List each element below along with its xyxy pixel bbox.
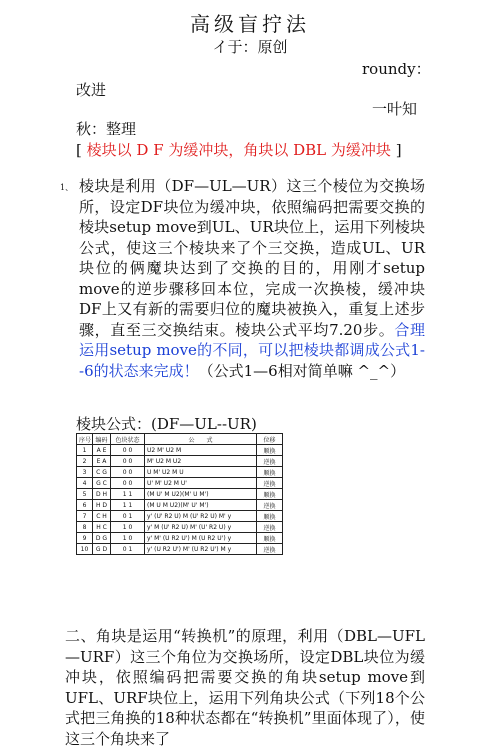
section-1-highlight: 合理运用setup move的不同，可以把棱块都调成公式1--6的状态来完成！ [79,320,425,380]
cell-direction: 逆换 [257,522,283,533]
page-title: 高级盲拧法 [190,12,310,36]
cell-index: 2 [77,456,93,467]
section-1-number: 1、 [60,183,74,192]
cell-color-state: 1 1 [111,489,145,500]
cell-code: D H [93,489,111,500]
cell-direction: 逆换 [257,456,283,467]
cell-color-state: 0 1 [111,544,145,555]
header-direction: 位移 [257,434,283,445]
table-row [77,511,283,522]
header-color-state: 色块状态 [111,434,145,445]
note-open-bracket: [ [76,141,87,159]
cell-code: H D [93,500,111,511]
cell-code: A E [93,445,111,456]
section-1-paragraph [79,176,425,381]
cell-index: 7 [77,511,93,522]
cell-formula: M' U2 M U2 [145,456,257,467]
table-row [77,456,283,467]
cell-index: 8 [77,522,93,533]
cell-code: C H [93,511,111,522]
cell-formula: U2 M' U2 M [145,445,257,456]
cell-formula: U M' U2 M U [145,467,257,478]
cell-formula: y' M (U' R2 U) M' (U' R2 U) y [145,522,257,533]
cell-index: 9 [77,533,93,544]
cell-direction: 顺换 [257,511,283,522]
buffer-note [76,139,402,160]
cell-code: G D [93,544,111,555]
header-index: 序号 [77,434,93,445]
table-row [77,500,283,511]
cell-color-state: 0 0 [111,478,145,489]
edge-formula-table [76,433,283,555]
cell-code: G C [93,478,111,489]
cell-color-state: 1 0 [111,522,145,533]
organizer-line: 秋：整理 [76,120,137,138]
cell-direction: 逆换 [257,500,283,511]
cell-formula: y' M' (U R2 U') M (U R2 U') y [145,533,257,544]
header-formula: 公 式 [145,434,257,445]
cell-direction: 顺换 [257,489,283,500]
cell-color-state: 1 1 [111,500,145,511]
translator-line: イ于：原创 [212,38,288,56]
cell-formula: (M U' M U2)(M' U M') [145,489,257,500]
note-text: 棱块以 D F 为缓冲块，角块以 DBL 为缓冲块 [86,141,391,159]
cell-index: 3 [77,467,93,478]
cell-index: 4 [77,478,93,489]
cell-direction: 顺换 [257,467,283,478]
header-code: 编码 [93,434,111,445]
cell-code: D G [93,533,111,544]
table-header-row [77,434,283,445]
table-row [77,467,283,478]
table-row [77,489,283,500]
section-2-paragraph: 二、角块是运用“转换机”的原理，利用（DBL—UFL—URF）这三个角位为交换场所，设定DBL块位为缓冲块，依照编码把需要交换的角块setup move到UFL、URF块位上，运用下列角块公式（下列18个公式把三角换的18种状态都在“转换机”里面体现了），使这三个角块来了 [65,627,425,748]
table-row [77,478,283,489]
table-row [77,544,283,555]
table-row [77,522,283,533]
table-row [77,533,283,544]
cell-code: E A [93,456,111,467]
table-label: 棱块公式：(DF—UL--UR) [76,415,257,433]
table-row [77,445,283,456]
cell-direction: 逆换 [257,478,283,489]
cell-code: C G [93,467,111,478]
improve-line: 改进 [76,81,107,99]
section-1-tail: （公式1—6相对简单嘛 ^_^） [198,361,406,380]
cell-color-state: 0 1 [111,511,145,522]
cell-direction: 顺换 [257,533,283,544]
cell-formula: U' M' U2 M U' [145,478,257,489]
cell-color-state: 0 0 [111,467,145,478]
organizer-name: 一叶知 [372,100,418,118]
cell-formula: y' (U R2 U') M' (U R2 U') M y [145,544,257,555]
cell-index: 10 [77,544,93,555]
cell-code: H C [93,522,111,533]
cell-direction: 逆换 [257,544,283,555]
cell-index: 1 [77,445,93,456]
note-close-bracket: ] [390,141,402,159]
section-1-text: 棱块是利用（DF—UL—UR）这三个棱位为交换场所，设定DF块位为缓冲块，依照编码把需要交换的棱块setup move到UL、UR块位上，运用下列棱块公式，使这三个棱块来了个三交换，造成UL、UR块位的俩魔块达到了交换的目的，用刚才setup move的逆步骤移回本位，完成一次换棱，缓冲块DF上又有新的需要归位的魔块被换入，重复上述步骤，直至三交换结束。棱块公式平均7.20步。 [79,177,425,339]
cell-direction: 顺换 [257,445,283,456]
cell-index: 6 [77,500,93,511]
cell-color-state: 0 0 [111,456,145,467]
cell-index: 5 [77,489,93,500]
cell-formula: y' (U' R2 U) M (U' R2 U) M' y [145,511,257,522]
cell-color-state: 0 0 [111,445,145,456]
cell-formula: (M U M U2)(M' U' M') [145,500,257,511]
cell-color-state: 1 0 [111,533,145,544]
author-line: roundy： [362,60,431,78]
